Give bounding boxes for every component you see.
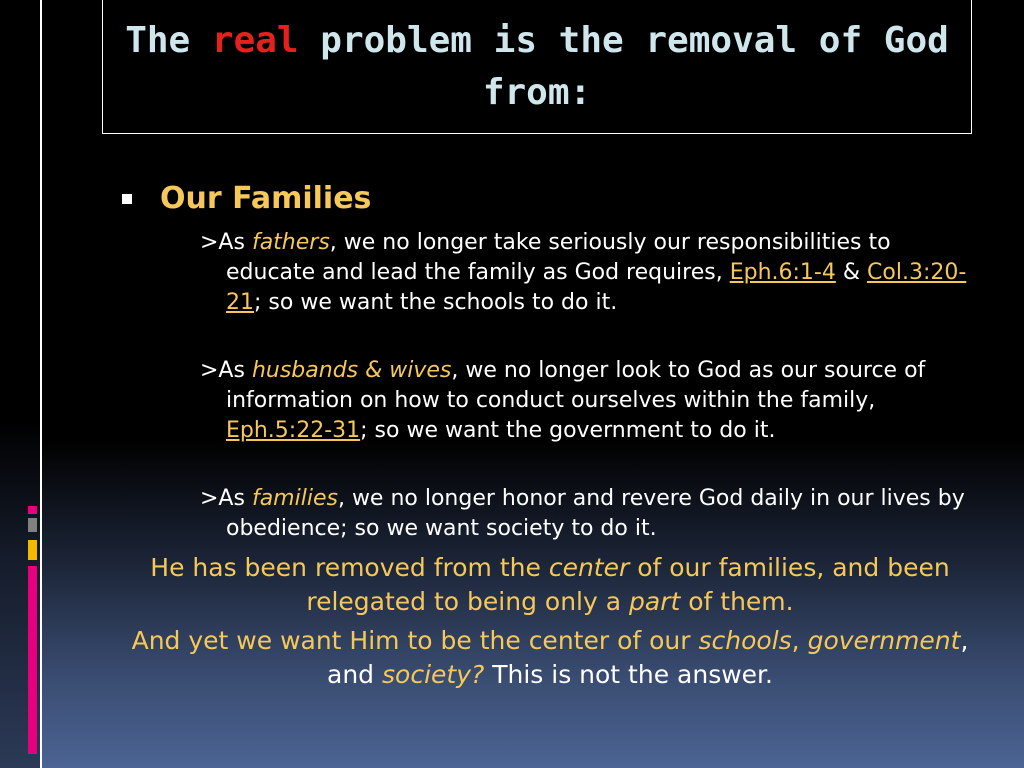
point-prefix: >As — [200, 358, 252, 383]
scripture-link[interactable]: Col.3:20-21 — [226, 260, 967, 315]
scripture-link[interactable]: Eph.6:1-4 — [729, 260, 836, 285]
point-text: , we no longer honor and revere God daily in our lives by obedience; so we want society to do it. — [226, 486, 965, 541]
summary-removed — [110, 551, 990, 619]
point-husbands-wives — [200, 356, 986, 446]
scripture-link[interactable]: Eph.5:22-31 — [226, 418, 361, 443]
summary-emphasis: government — [807, 626, 961, 655]
summary-text: of our families, and been relegated to being only a — [306, 553, 950, 616]
point-role: fathers — [251, 230, 330, 255]
point-role: husbands & wives — [251, 358, 452, 383]
section-heading: Our Families — [160, 181, 372, 216]
summary-center — [110, 624, 990, 692]
point-text: , we no longer take seriously our responsibilities to educate and lead the family as God requires, — [226, 230, 891, 285]
summary-emphasis: schools — [698, 626, 792, 655]
point-prefix: >As — [200, 230, 252, 255]
title-text-end: problem is the removal of God from: — [298, 19, 949, 113]
point-families — [200, 484, 986, 544]
point-text: , we no longer look to God as our source of information on how to conduct ourselves within the family, — [226, 358, 926, 413]
point-text-end: ; so we want the government to do it. — [360, 418, 776, 443]
summary-text: , — [791, 626, 808, 655]
square-bullet-icon — [122, 194, 132, 204]
summary-emphasis: part — [629, 587, 681, 616]
point-separator: & — [835, 260, 868, 285]
summary-text: , and — [327, 626, 969, 689]
summary-text: And yet we want Him to be the center of our — [131, 626, 699, 655]
point-role: families — [251, 486, 338, 511]
title-emphasis-word: real — [211, 19, 299, 61]
point-text-end: ; so we want the schools to do it. — [254, 290, 618, 315]
title-text-start: The — [125, 19, 212, 61]
summary-text: of them. — [680, 587, 794, 616]
summary-text: He has been removed from the — [150, 553, 549, 582]
summary-conclusion: This is not the answer. — [484, 660, 773, 689]
summary-emphasis: center — [548, 553, 630, 582]
summary-emphasis: society? — [382, 660, 485, 689]
point-fathers — [200, 228, 986, 318]
point-prefix: >As — [200, 486, 252, 511]
